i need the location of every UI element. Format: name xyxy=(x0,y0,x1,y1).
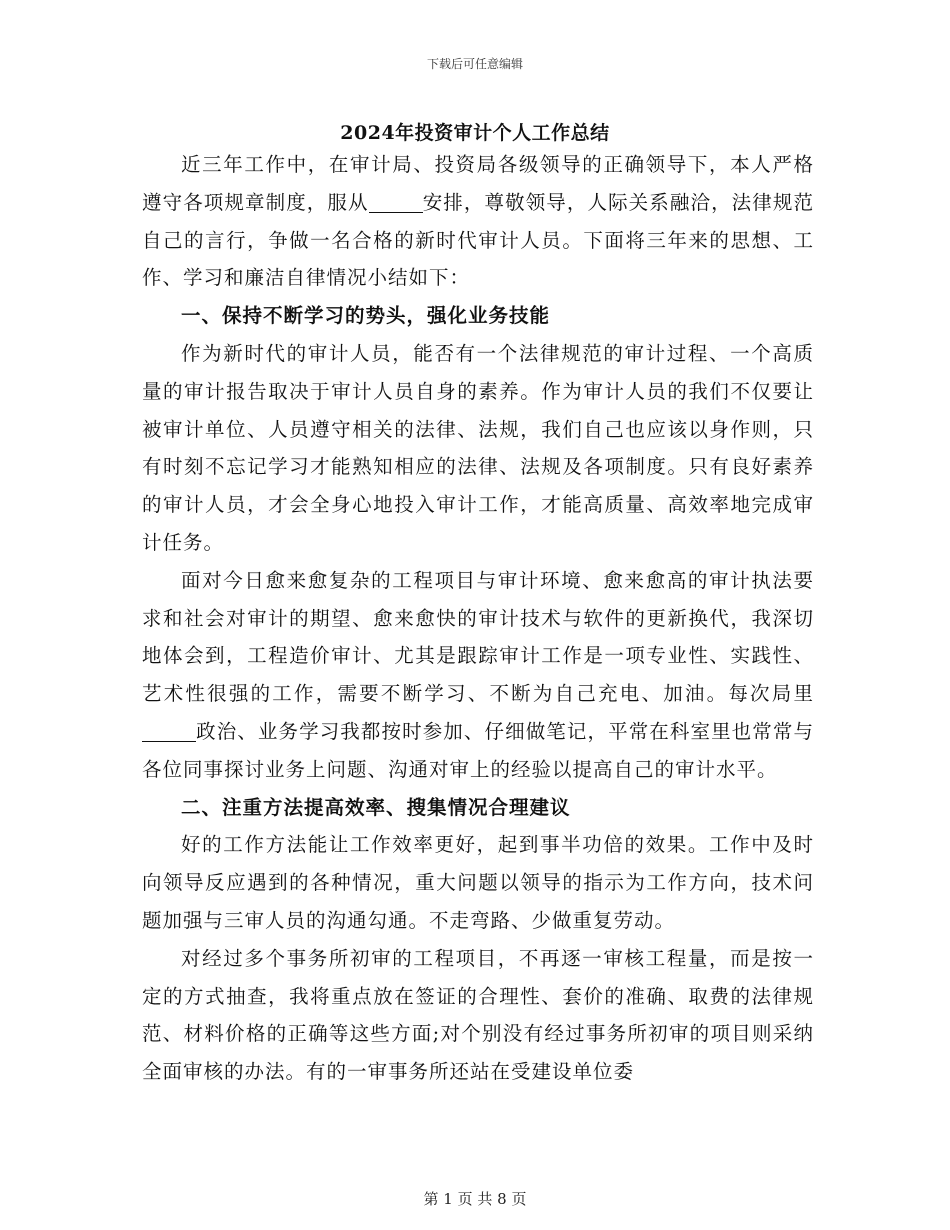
paragraph-intro-part-2: 安排，尊敬领导，人际关系融洽，法律规范自己的言行，争做一名合格的新时代审计人员。下面将三年来的思想、工作、学习和廉洁自律情况小结如下： xyxy=(142,190,814,290)
page-number: 第 1 页 共 8 页 xyxy=(423,1190,527,1208)
paragraph-challenges-part-2: 政治、业务学习我都按时参加、仔细做笔记，平常在科室里也常常与各位同事探讨业务上问题、沟通对审上的经验以提高自己的审计水平。 xyxy=(142,719,814,781)
document-body xyxy=(142,146,814,1091)
paragraph-methods: 好的工作方法能让工作效率更好，起到事半功倍的效果。工作中及时向领导反应遇到的各种情况，重大问题以领导的指示为工作方向，技术问题加强与三审人员的沟通勾通。不走弯路、少做重复劳动。 xyxy=(142,833,814,932)
blank-line xyxy=(369,192,423,213)
paragraph-challenges xyxy=(142,562,814,789)
header-note: 下载后可任意编辑 xyxy=(426,57,523,71)
paragraph-learning: 作为新时代的审计人员，能否有一个法律规范的审计过程、一个高质量的审计报告取决于审计人员自身的素养。作为审计人员的我们不仅要让被审计单位、人员遵守相关的法律、法规，我们自己也应该以身作则，只有时刻不忘记学习才能熟知相应的法律、法规及各项制度。只有良好素养的审计人员，才会全身心地投入审计工作，才能高质量、高效率地完成审计任务。 xyxy=(142,341,814,554)
section-heading-2: 二、注重方法提高效率、搜集情况合理建议 xyxy=(181,795,571,819)
paragraph-review: 对经过多个事务所初审的工程项目，不再逐一审核工程量，而是按一定的方式抽查，我将重点放在签证的合理性、套价的准确、取费的法律规范、材料价格的正确等这些方面;对个别没有经过事务所初审的项目则采纳全面审核的办法。有的一审事务所还站在受建设单位委 xyxy=(142,946,814,1084)
document-title: 2024年投资审计个人工作总结 xyxy=(340,122,610,144)
paragraph-intro xyxy=(142,146,814,297)
blank-line xyxy=(142,721,196,742)
section-heading-1: 一、保持不断学习的势头，强化业务技能 xyxy=(181,304,551,328)
paragraph-intro-part-1: 近三年工作中，在审计局、投资局各级领导的正确领导下，本人严格遵守各项规章制度，服从 xyxy=(142,153,814,214)
paragraph-challenges-part-1: 面对今日愈来愈复杂的工程项目与审计环境、愈来愈高的审计执法要求和社会对审计的期望、愈来愈快的审计技术与软件的更新换代，我深切地体会到，工程造价审计、尤其是跟踪审计工作是一项专业性、实践性、艺术性很强的工作，需要不断学习、不断为自己充电、加油。每次局里 xyxy=(142,568,814,706)
